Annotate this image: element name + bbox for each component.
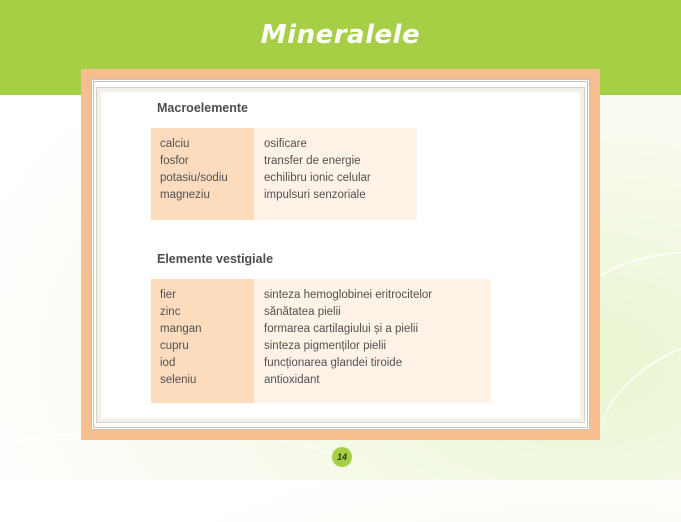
page-title: Mineralele xyxy=(260,20,421,50)
decorative-swoosh xyxy=(0,430,360,522)
table-cell: cupru xyxy=(160,340,189,352)
table-cell: mangan xyxy=(160,323,202,335)
page-number-badge: 14 xyxy=(332,447,352,467)
trace-elements-table xyxy=(151,279,491,403)
table-cell: funcționarea glandei tiroide xyxy=(264,357,403,369)
table-cell: formarea cartilagiului și a pielii xyxy=(264,323,419,335)
table-cell: antioxidant xyxy=(264,374,320,386)
table-cell: sănătatea pielii xyxy=(264,306,341,318)
table-cell: iod xyxy=(160,357,176,369)
table-cell: sinteza hemoglobinei eritrocitelor xyxy=(264,289,433,301)
table-cell: seleniu xyxy=(160,374,197,386)
table-cell: echilibru ionic celular xyxy=(264,172,371,184)
table-cell: calciu xyxy=(160,138,190,150)
macroelements-table xyxy=(151,128,417,220)
table-cell: fosfor xyxy=(160,155,189,167)
trace-elements-heading: Elemente vestigiale xyxy=(157,252,274,266)
table-cell: impulsuri senzoriale xyxy=(264,189,366,201)
trace-elements-names xyxy=(151,279,254,403)
table-cell: zinc xyxy=(160,306,181,318)
macroelements-heading: Macroelemente xyxy=(157,101,249,115)
table-cell: transfer de energie xyxy=(264,155,361,167)
table-cell: osificare xyxy=(264,138,307,150)
table-cell: sinteza pigmenților pielii xyxy=(264,340,387,352)
macroelements-names xyxy=(151,128,254,220)
table-cell: potasiu/sodiu xyxy=(160,172,228,184)
trace-elements-roles xyxy=(254,279,491,403)
macroelements-roles xyxy=(254,128,417,220)
table-cell: magneziu xyxy=(160,189,210,201)
table-cell: fier xyxy=(160,289,176,301)
